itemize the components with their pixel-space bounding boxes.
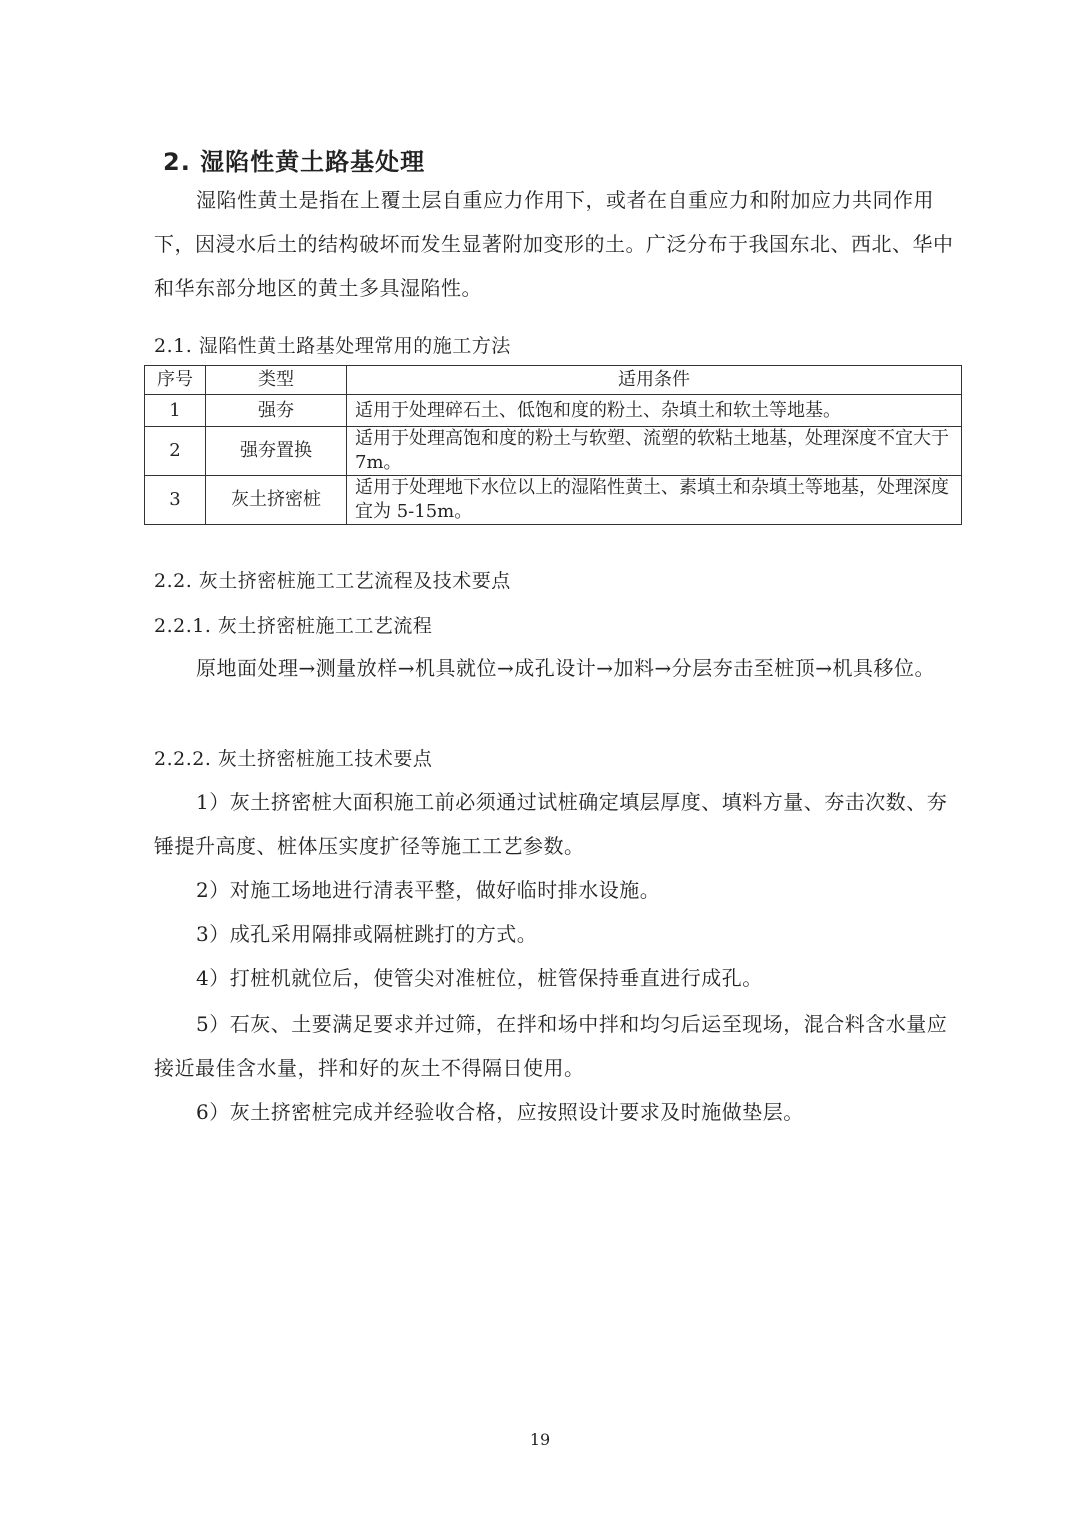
list-item <box>154 1002 954 1090</box>
subsection-title-2-2-1: 2.2.1. 灰土挤密桩施工工艺流程 <box>154 615 433 637</box>
list-item-text: 2）对施工场地进行清表平整，做好临时排水设施。 <box>196 878 661 902</box>
list-item-text: 4）打桩机就位后，使管尖对准桩位，桩管保持垂直进行成孔。 <box>196 966 763 990</box>
intro-text: 湿陷性黄土是指在上覆土层自重应力作用下，或者在自重应力和附加应力共同作用下，因浸水后土的结构破坏而发生显著附加变形的土。广泛分布于我国东北、西北、华中和华东部分地区的黄土多具湿陷性。 <box>154 188 954 300</box>
table-cell: 1 <box>145 395 206 427</box>
list-item-text: 6）灰土挤密桩完成并经验收合格，应按照设计要求及时施做垫层。 <box>196 1100 804 1124</box>
table-header-row <box>145 366 962 395</box>
section-title: 2. 湿陷性黄土路基处理 <box>163 148 426 176</box>
table-cell: 适用于处理高饱和度的粉土与软塑、流塑的软粘土地基，处理深度不宜大于 7m。 <box>347 427 962 476</box>
table-cell: 强夯 <box>206 395 347 427</box>
page-number: 19 <box>529 1430 551 1449</box>
list-item <box>154 956 954 1000</box>
process-flow-text: 原地面处理→测量放样→机具就位→成孔设计→加料→分层夯击至桩顶→机具移位。 <box>196 656 936 680</box>
table-row <box>145 476 962 525</box>
process-flow-paragraph <box>154 646 954 690</box>
table-header-cell: 适用条件 <box>347 366 962 395</box>
table-header-cell: 类型 <box>206 366 347 395</box>
list-item <box>154 868 954 912</box>
list-item <box>154 912 954 956</box>
table-header-cell: 序号 <box>145 366 206 395</box>
subsection-title-2-2: 2.2. 灰土挤密桩施工工艺流程及技术要点 <box>154 570 511 592</box>
table-row <box>145 427 962 476</box>
list-item-text: 5）石灰、土要满足要求并过筛，在拌和场中拌和均匀后运至现场，混合料含水量应接近最佳含水量，拌和好的灰土不得隔日使用。 <box>154 1012 948 1080</box>
list-item-text: 1）灰土挤密桩大面积施工前必须通过试桩确定填层厚度、填料方量、夯击次数、夯锤提升高度、桩体压实度扩径等施工工艺参数。 <box>154 790 948 858</box>
list-item <box>154 1090 954 1134</box>
subsection-title-2-1: 2.1. 湿陷性黄土路基处理常用的施工方法 <box>154 335 511 357</box>
intro-paragraph <box>154 178 954 310</box>
table-cell: 强夯置换 <box>206 427 347 476</box>
table-row <box>145 395 962 427</box>
list-item <box>154 780 954 868</box>
list-item-text: 3）成孔采用隔排或隔桩跳打的方式。 <box>196 922 538 946</box>
table-cell: 灰土挤密桩 <box>206 476 347 525</box>
table-cell: 2 <box>145 427 206 476</box>
methods-table <box>144 365 962 525</box>
subsection-title-2-2-2: 2.2.2. 灰土挤密桩施工技术要点 <box>154 748 433 770</box>
table-cell: 适用于处理地下水位以上的湿陷性黄土、素填土和杂填土等地基，处理深度宜为 5-15m。 <box>347 476 962 525</box>
table-cell: 适用于处理碎石土、低饱和度的粉土、杂填土和软土等地基。 <box>347 395 962 427</box>
table-cell: 3 <box>145 476 206 525</box>
